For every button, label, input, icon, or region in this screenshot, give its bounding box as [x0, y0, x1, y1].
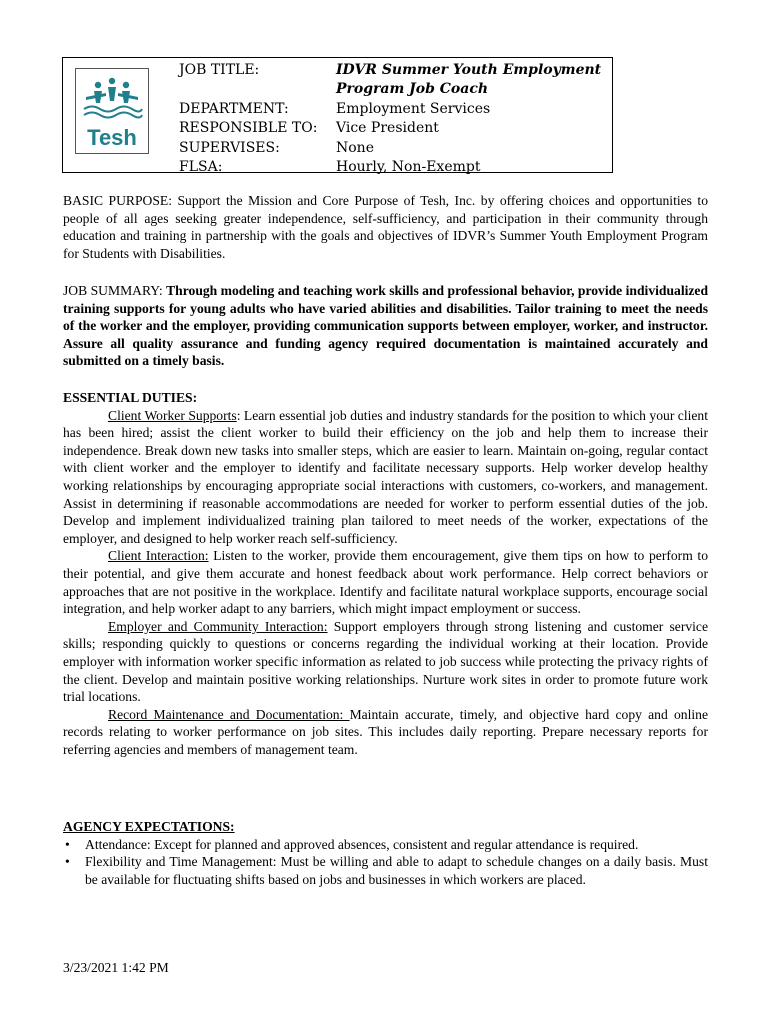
duty-title: Employer and Community Interaction:	[108, 618, 328, 634]
list-item: • Attendance: Except for planned and approved absences, consistent and regular attendance is required.	[63, 836, 708, 854]
duty-record-maintenance	[63, 706, 708, 759]
essential-duties-section	[63, 389, 708, 758]
header-values	[336, 61, 601, 177]
duty-client-worker-supports: Client Worker Supports: Learn essential job duties and industry standards for the position to which your client has been hired; assist the client worker to build their efficiency on the job and help them to increase their independence. Break down new tasks into smaller steps, which are easier to learn. Maintain on-going, regular contact with client worker and the employer to identify and facilitate necessary supports. Help worker develop healthy working relationships by encouraging appropriate social interactions with customers, co-workers, and management. Assist in determining if reasonable accommodations are needed for worker to perform essential duties of the job. Develop and implement individualized training plan tailored to meet needs of the worker, expectations of the employer, and designed to help worker reach self-sufficiency.	[63, 407, 709, 546]
job-summary-label: JOB SUMMARY:	[63, 283, 163, 298]
basic-purpose-label: BASIC PURPOSE:	[63, 193, 172, 208]
department-label: DEPARTMENT:	[179, 100, 289, 117]
flsa-label: FLSA:	[179, 159, 223, 176]
supervises-value: None	[336, 139, 374, 156]
supervises-label: SUPERVISES:	[179, 139, 280, 156]
flsa-value: Hourly, Non-Exempt	[336, 159, 481, 176]
agency-expectations-section	[63, 818, 708, 888]
duty-text: Listen to the worker, provide them encouragement, give them tips on how to perform to their potential, and give them accurate and honest feedback about work performance. Help correct behaviors or approaches that are not positive in the workplace. Identify and facilitate natural workplace supports, encourage social integration, and help worker adapt to any barriers, which might impact employment or success.	[63, 548, 708, 617]
logo-wordmark: Tesh	[87, 125, 137, 150]
job-summary-text: Through modeling and teaching work skills and professional behavior, provide individualized training supports for young adults who have varied abilities and disabilities. Tailor training to meet the needs of the worker and the employer, providing communication supports between employer, worker, and instructor. Assure all quality assurance and funding agency required documentation is maintained accurately and submitted on a timely basis.	[63, 283, 709, 369]
basic-purpose-text: Support the Mission and Core Purpose of Tesh, Inc. by offering choices and opportunities to people of all ages seeking greater independence, self-sufficiency, and participation in their community through education and training in partnership with the goals and objectives of IDVR’s Summer Youth Employment Program for Students with Disabilities.	[63, 193, 708, 261]
duty-title: Client Worker Supports	[108, 407, 237, 423]
duty-employer-community-interaction	[63, 618, 708, 706]
agency-expectations-list	[63, 836, 708, 889]
tesh-logo-icon	[76, 69, 148, 153]
job-title-value-line1: IDVR Summer Youth Employment	[336, 62, 602, 78]
duty-client-interaction	[63, 547, 708, 617]
department-value: Employment Services	[336, 100, 491, 117]
job-title-label: JOB TITLE:	[179, 62, 260, 78]
header-labels	[179, 61, 317, 177]
essential-duties-heading: ESSENTIAL DUTIES:	[63, 390, 198, 405]
responsible-to-label: RESPONSIBLE TO:	[179, 120, 318, 137]
duty-title: Client Interaction:	[108, 548, 209, 564]
duty-title: Record Maintenance and Documentation:	[108, 706, 350, 722]
footer-timestamp: 3/23/2021 1:42 PM	[63, 960, 169, 975]
duty-text: Support employers through strong listening and customer service skills; responding quickly to questions or concerns regarding the individual working at their location. Provide employer with information worker specific information as related to job success while protecting the privacy rights of the client. Develop and maintain positive working relationships. Nurture work sites in order to promote future work trial locations.	[63, 618, 708, 705]
agency-expectations-heading: AGENCY EXPECTATIONS:	[63, 819, 235, 834]
header-box	[62, 57, 613, 176]
duty-text: Learn essential job duties and industry standards for the position to which your client has been hired; assist the client worker to build their efficiency on the job and help them to increase their independence. Break down new tasks into smaller steps, which are easier to learn. Maintain on-going, regular contact with client worker and the employer to identify and facilitate necessary supports. Help worker develop healthy working relationships by encouraging appropriate social interactions with customers, co-workers, and management. Assist in determining if reasonable accommodations are needed for worker to perform essential duties of the job. Develop and implement individualized training plan tailored to meet needs of the worker, expectations of the employer, and designed to help worker reach self-sufficiency.	[63, 407, 709, 546]
responsible-to-value: Vice President	[336, 120, 439, 137]
list-item: • Flexibility and Time Management: Must be willing and able to adapt to schedule changes on a daily basis. Must be available for fluctuating shifts based on jobs and businesses in which workers are placed.	[63, 853, 708, 888]
basic-purpose-section	[63, 192, 708, 262]
job-summary-section	[63, 282, 708, 370]
duty-text: Maintain accurate, timely, and objective hard copy and online records relating to worker performance on job sites. This includes daily reporting. Prepare necessary reports for referring agencies and members of management team.	[63, 706, 708, 757]
job-title-value-line2: Program Job Coach	[336, 81, 489, 98]
tesh-logo	[75, 68, 149, 154]
